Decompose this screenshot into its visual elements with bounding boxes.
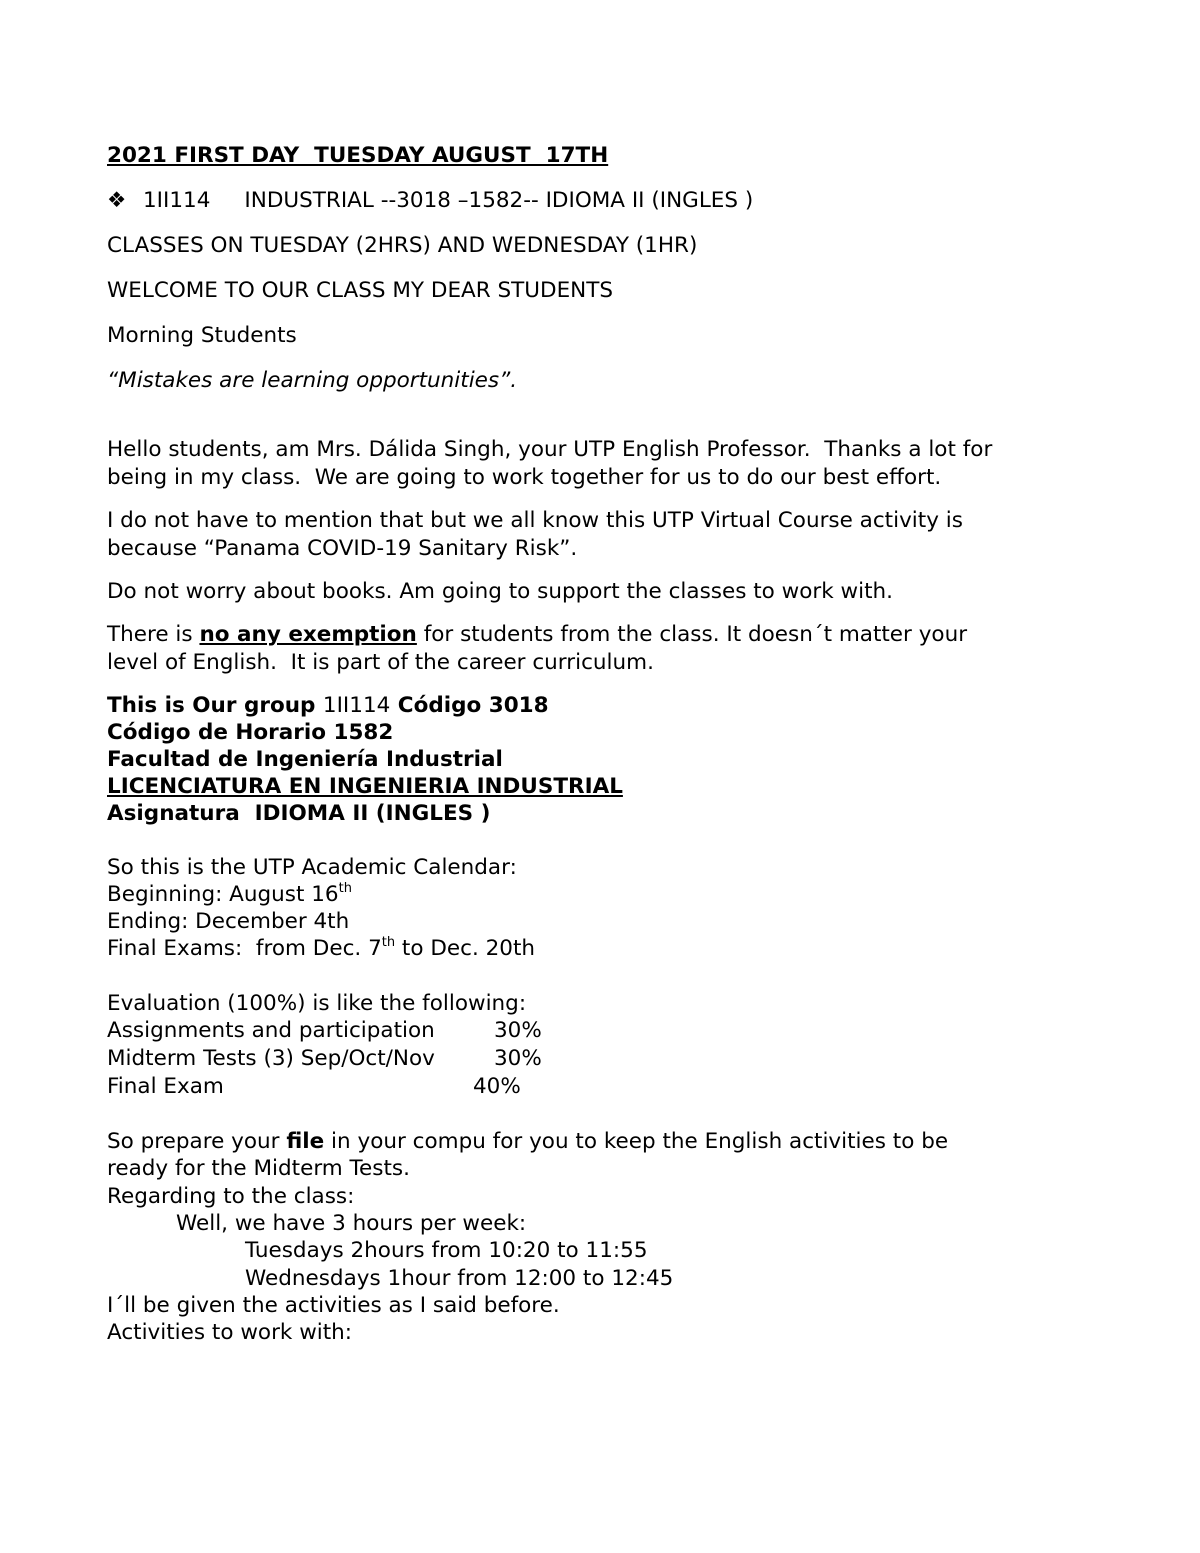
asignatura-line: Asignatura IDIOMA II (INGLES ) [107,801,491,826]
quote: “Mistakes are learning opportunities”. [107,368,518,393]
calendar-final-exams [107,935,535,963]
group-codigo: Código 3018 [390,693,549,718]
group-line [107,692,549,720]
beginning-sup: th [338,881,352,896]
finals-sup: th [381,935,396,950]
exemption-emphasis: no any exemption [199,622,417,647]
group-label: This is Our group [107,693,323,718]
finals-post: to Dec. 20th [395,936,536,961]
schedule-line: CLASSES ON TUESDAY (2HRS) AND WEDNESDAY (1HR) [107,233,698,258]
prepare-bold: file [286,1129,325,1154]
prepare-post: in your compu for you to keep the English activities to be [324,1129,949,1154]
prepare-pre: So prepare your [107,1129,287,1154]
diamond-bullet-icon: ❖ [107,188,127,213]
evaluation-item-label: Final Exam [107,1074,224,1099]
books-line: Do not worry about books. Am going to support the classes to work with. [107,579,893,604]
covid-line-1: I do not have to mention that but we all know this UTP Virtual Course activity is [107,508,963,533]
evaluation-item-label: Assignments and participation [107,1018,435,1043]
hello-line-2: being in my class. We are going to work together for us to do our best effort. [107,465,942,490]
exemption-line-2: level of English. It is part of the career curriculum. [107,650,654,675]
exemption-post: for students from the class. It doesn´t matter your [416,622,968,647]
calendar-intro: So this is the UTP Academic Calendar: [107,855,517,880]
morning-students: Morning Students [107,323,297,348]
hello-line-1: Hello students, am Mrs. Dálida Singh, your UTP English Professor. Thanks a lot for [107,437,993,462]
page-heading: 2021 FIRST DAY TUESDAY AUGUST 17TH [107,143,609,168]
course-bullet-line [107,187,753,215]
given-line: I´ll be given the activities as I said before. [107,1293,560,1318]
evaluation-item-pct: 30% [494,1018,542,1043]
evaluation-item-pct: 30% [494,1046,542,1071]
finals-pre: Final Exams: from Dec. 7 [107,936,382,961]
regarding-line: Regarding to the class: [107,1184,355,1209]
hours-line: Well, we have 3 hours per week: [176,1211,527,1236]
exemption-line-1 [107,621,967,649]
covid-line-2: because “Panama COVID-19 Sanitary Risk”. [107,536,578,561]
activities-line: Activities to work with: [107,1320,353,1345]
evaluation-item [107,1045,542,1073]
evaluation-item [107,1017,542,1045]
welcome-line: WELCOME TO OUR CLASS MY DEAR STUDENTS [107,278,614,303]
facultad-line: Facultad de Ingeniería Industrial [107,747,503,772]
prepare-line-1 [107,1128,948,1156]
exemption-pre: There is [107,622,200,647]
group-code: 1II114 [322,693,391,718]
evaluation-item [107,1073,521,1101]
prepare-line-2: ready for the Midterm Tests. [107,1156,410,1181]
beginning-text: Beginning: August 16 [107,882,339,907]
tuesdays-line: Tuesdays 2hours from 10:20 to 11:55 [245,1238,648,1263]
course-description: INDUSTRIAL --3018 –1582-- IDIOMA II (INGLES ) [244,188,754,213]
evaluation-item-pct: 40% [473,1074,521,1099]
calendar-beginning [107,881,352,909]
licenciatura-line: LICENCIATURA EN INGENIERIA INDUSTRIAL [107,774,623,799]
evaluation-item-label: Midterm Tests (3) Sep/Oct/Nov [107,1046,435,1071]
horario-line: Código de Horario 1582 [107,720,394,745]
wednesdays-line: Wednesdays 1hour from 12:00 to 12:45 [245,1266,674,1291]
evaluation-intro: Evaluation (100%) is like the following: [107,991,527,1016]
calendar-ending: Ending: December 4th [107,909,350,934]
course-code: 1II114 [143,188,211,213]
